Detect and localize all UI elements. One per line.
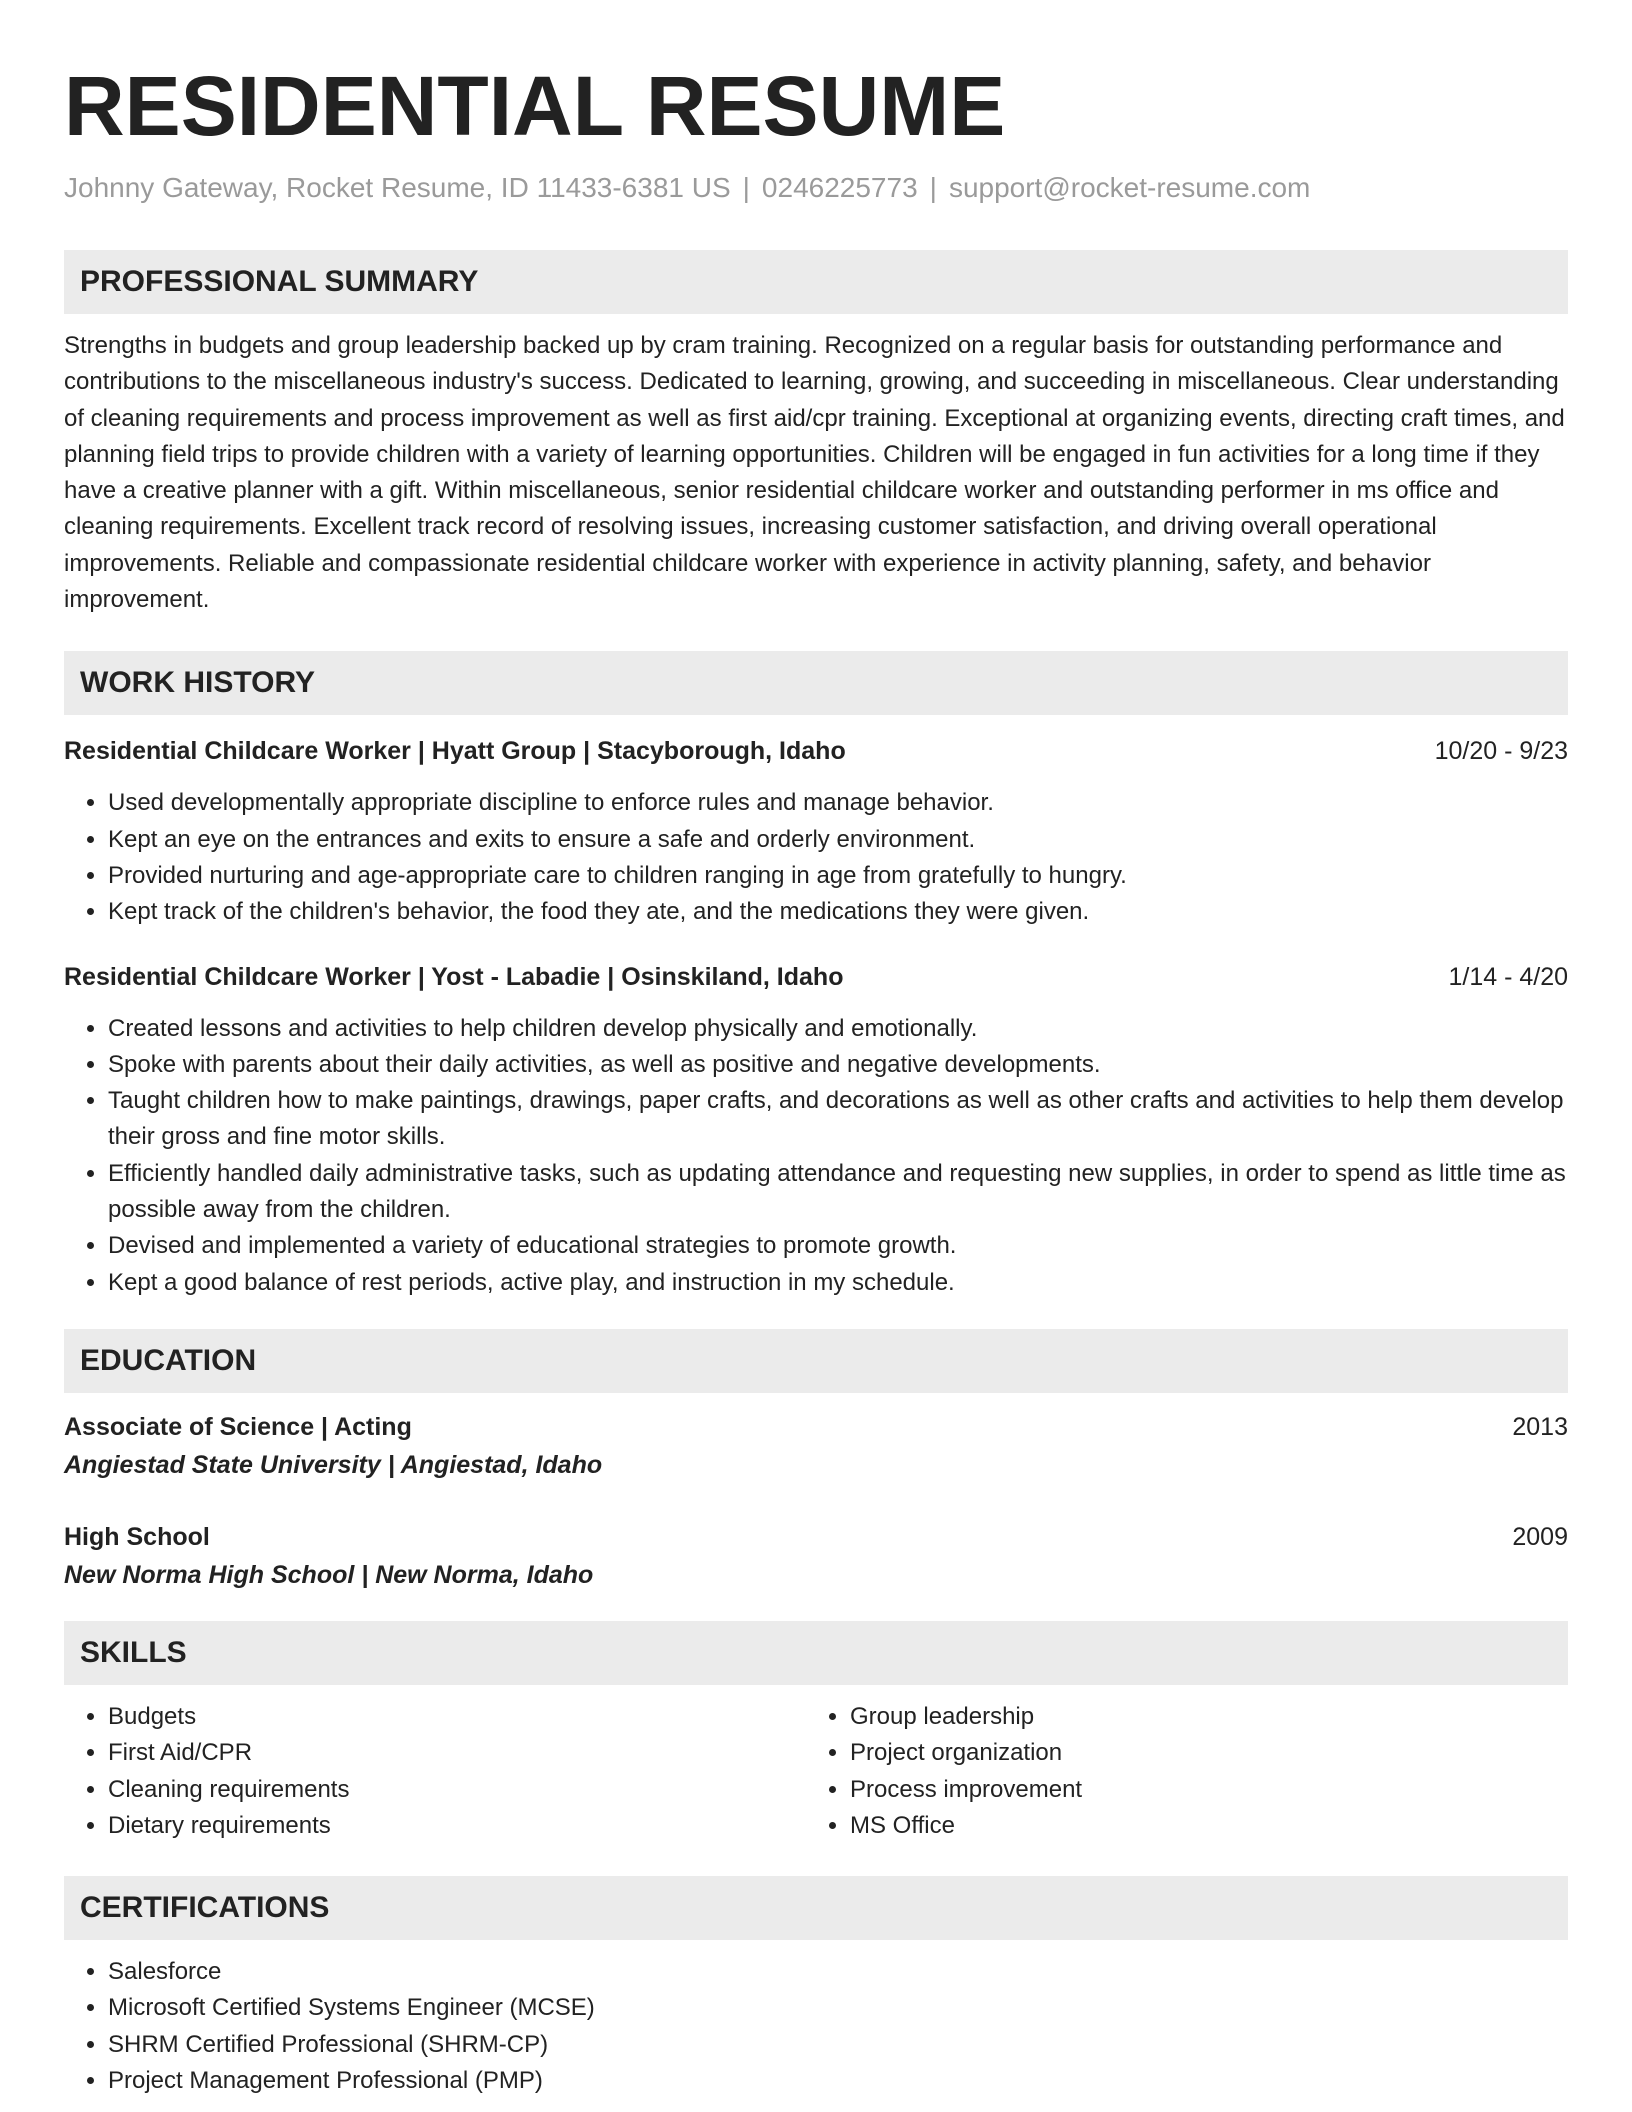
education-header [64, 1519, 1568, 1555]
resume-page [64, 0, 1568, 2099]
job-title: Residential Childcare Worker | Hyatt Group | Stacyborough, Idaho [64, 737, 846, 766]
skills-grid [64, 1699, 1568, 1844]
contact-phone: 0246225773 [761, 172, 918, 203]
education-school: Angiestad State University | Angiestad, Idaho [64, 1450, 603, 1479]
skill-item: • Budgets [108, 1699, 806, 1735]
job-duty: • Efficiently handled daily administrative tasks, such as updating attendance and requesting new supplies, in order to spend as little time as possible away from the children. [108, 1156, 1568, 1229]
section-header-education: EDUCATION [64, 1329, 1568, 1393]
job-header [64, 733, 1568, 769]
contact-separator: | [929, 172, 937, 203]
education-header [64, 1409, 1568, 1445]
job-duty: • Taught children how to make paintings, drawings, paper crafts, and decorations as well as other crafts and activities to help them develop their gross and fine motor skills. [108, 1083, 1568, 1156]
skill-item: • Dietary requirements [108, 1808, 806, 1844]
skill-item: • Group leadership [850, 1699, 1548, 1735]
skill-item: • First Aid/CPR [108, 1735, 806, 1771]
skill-item: • Project organization [850, 1735, 1548, 1771]
job-dates: 1/14 - 4/20 [1448, 962, 1568, 991]
job-entry [64, 959, 1568, 1301]
section-header-certifications: CERTIFICATIONS [64, 1876, 1568, 1940]
job-duty: • Kept a good balance of rest periods, active play, and instruction in my schedule. [108, 1265, 1568, 1301]
job-duty: • Created lessons and activities to help children develop physically and emotionally. [108, 1011, 1568, 1047]
skill-item: • Process improvement [850, 1772, 1548, 1808]
job-entry [64, 733, 1568, 930]
job-title: Residential Childcare Worker | Yost - Labadie | Osinskiland, Idaho [64, 962, 844, 991]
job-duty: • Provided nurturing and age-appropriate care to children ranging in age from gratefully to hungry. [108, 858, 1568, 894]
contact-line [64, 170, 1568, 206]
section-header-summary: PROFESSIONAL SUMMARY [64, 250, 1568, 314]
certification-item: • Project Management Professional (PMP) [108, 2063, 1568, 2099]
education-degree: High School [64, 1522, 210, 1551]
skills-column-right [806, 1699, 1548, 1844]
certification-item: • Microsoft Certified Systems Engineer (MCSE) [108, 1990, 1568, 2026]
education-year: 2013 [1512, 1412, 1568, 1441]
section-header-work-history: WORK HISTORY [64, 651, 1568, 715]
job-duties-list [64, 785, 1568, 930]
job-duty: • Kept track of the children's behavior, the food they ate, and the medications they were given. [108, 894, 1568, 930]
education-degree: Associate of Science | Acting [64, 1412, 412, 1441]
contact-email: support@rocket-resume.com [948, 172, 1311, 203]
job-duty: • Kept an eye on the entrances and exits to ensure a safe and orderly environment. [108, 822, 1568, 858]
education-school: New Norma High School | New Norma, Idaho [64, 1560, 594, 1589]
job-duty: • Used developmentally appropriate discipline to enforce rules and manage behavior. [108, 785, 1568, 821]
summary-text: Strengths in budgets and group leadership backed up by cram training. Recognized on a regular basis for outstanding performance and contributions to the miscellaneous industry's success. Dedicated to learning, growing, and succeeding in miscellaneous. Clear understanding of cleaning requirements and process improvement as well as first aid/cpr training. Exceptional at organizing events, directing craft times, and planning field trips to provide children with a variety of learning opportunities. Children will be engaged in fun activities for a long time if they have a creative planner with a gift. Within miscellaneous, senior residential childcare worker and outstanding performer in ms office and cleaning requirements. Excellent track record of resolving issues, increasing customer satisfaction, and driving overall operational improvements. Reliable and compassionate residential childcare worker with experience in activity planning, safety, and behavior improvement. [64, 332, 1565, 614]
job-header [64, 959, 1568, 995]
education-year: 2009 [1512, 1522, 1568, 1551]
section-header-skills: SKILLS [64, 1621, 1568, 1685]
certification-item: • SHRM Certified Professional (SHRM-CP) [108, 2027, 1568, 2063]
certifications-list [64, 1954, 1568, 2099]
resume-title: RESIDENTIAL RESUME [64, 59, 1006, 153]
education-entry [64, 1519, 1568, 1595]
skill-item: • MS Office [850, 1808, 1548, 1844]
education-entry [64, 1409, 1568, 1485]
job-dates: 10/20 - 9/23 [1434, 737, 1568, 766]
job-duty: • Spoke with parents about their daily activities, as well as positive and negative developments. [108, 1047, 1568, 1083]
skills-column-left [64, 1699, 806, 1844]
contact-separator: | [742, 172, 750, 203]
job-duty: • Devised and implemented a variety of educational strategies to promote growth. [108, 1228, 1568, 1264]
contact-address: Johnny Gateway, Rocket Resume, ID 11433-6381 US [64, 172, 731, 203]
skill-item: • Cleaning requirements [108, 1772, 806, 1808]
job-duties-list [64, 1011, 1568, 1301]
certification-item: • Salesforce [108, 1954, 1568, 1990]
